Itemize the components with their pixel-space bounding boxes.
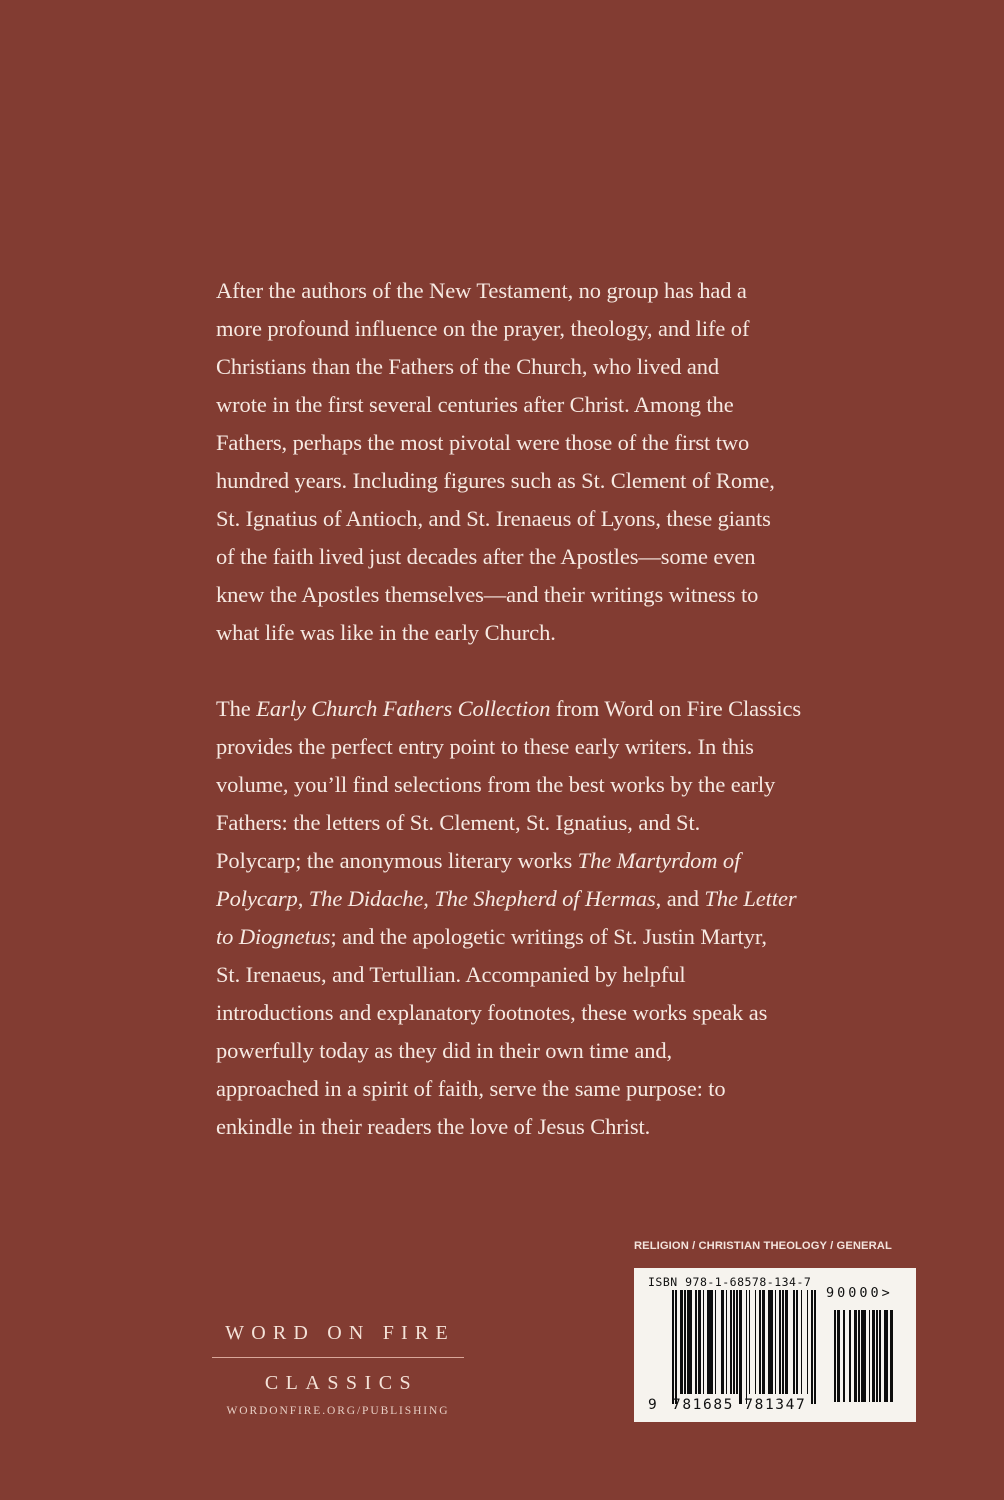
logo-wordmark: WORD ON FIRE [225,1322,455,1344]
barcode-first-digit: 9 [648,1397,657,1413]
text-run: , and [655,886,705,911]
isbn-label: ISBN 978-1-68578-134-7 [648,1275,812,1289]
logo-imprint: CLASSICS [264,1372,419,1394]
barcode-gap [893,1310,896,1402]
text-line: After the authors of the New Testament, no group has had a [216,278,747,303]
text-line: St. Ignatius of Antioch, and St. Irenaeus of Lyons, these giants [216,506,771,531]
text-line: Christians than the Fathers of the Church, who lived and [216,354,720,379]
text-line: provides the perfect entry point to these early writers. In this [216,734,754,759]
text-line: St. Irenaeus, and Tertullian. Accompanied by helpful [216,962,686,987]
text-line: hundred years. Including figures such as St. Clement of Rome, [216,468,775,493]
text-line [216,880,856,918]
work-title: to Diognetus [216,924,331,949]
text-run: Polycarp; the anonymous literary works [216,848,578,873]
blurb-paragraph-2 [216,690,856,1146]
text-run: , [297,886,309,911]
text-line: Fathers, perhaps the most pivotal were those of the first two [216,430,750,455]
text-line: approached in a spirit of faith, serve the same purpose: to [216,1076,726,1101]
text-line: knew the Apostles themselves—and their writings witness to [216,582,759,607]
text-line: powerfully today as they did in their own time and, [216,1038,673,1063]
work-title: Polycarp [216,886,298,911]
text-line: of the faith lived just decades after the Apostles—some even [216,544,756,569]
work-title: The Shepherd of Hermas [434,886,656,911]
price-addon-code: 90000> [826,1285,893,1301]
text-line: introductions and explanatory footnotes, these works speak as [216,1000,768,1025]
back-cover-blurb [216,272,856,1146]
barcode-bar [814,1290,816,1404]
text-line: volume, you’ll find selections from the best works by the early [216,772,776,797]
text-line: enkindle in their readers the love of Jesus Christ. [216,1114,651,1139]
blurb-paragraph-1 [216,272,856,652]
work-title: The Martyrdom of [577,848,741,873]
text-line: wrote in the first several centuries after Christ. Among the [216,392,734,417]
book-title: Early Church Fathers Collection [256,696,551,721]
publisher-logo [212,1322,464,1417]
text-run: , [423,886,435,911]
text-line [216,690,856,728]
ean13-bars [672,1290,816,1404]
logo-divider [212,1357,464,1358]
work-title: The Letter [704,886,797,911]
work-title: The Didache [308,886,424,911]
text-run: from Word on Fire Classics [550,696,802,721]
addon-bars [834,1310,896,1410]
publisher-url: WORDONFIRE.ORG/PUBLISHING [226,1405,450,1417]
text-run: ; and the apologetic writings of St. Justin Martyr, [330,924,767,949]
text-line [216,842,856,880]
text-run: The [216,696,257,721]
text-line: more profound influence on the prayer, theology, and life of [216,316,750,341]
text-line [216,918,856,956]
text-line: what life was like in the early Church. [216,620,556,645]
text-line: Fathers: the letters of St. Clement, St. Ignatius, and St. [216,810,701,835]
isbn-barcode [634,1268,916,1422]
bisac-category: RELIGION / CHRISTIAN THEOLOGY / GENERAL [634,1240,892,1252]
barcode-rest-digits: 781685 781347 [672,1397,807,1413]
